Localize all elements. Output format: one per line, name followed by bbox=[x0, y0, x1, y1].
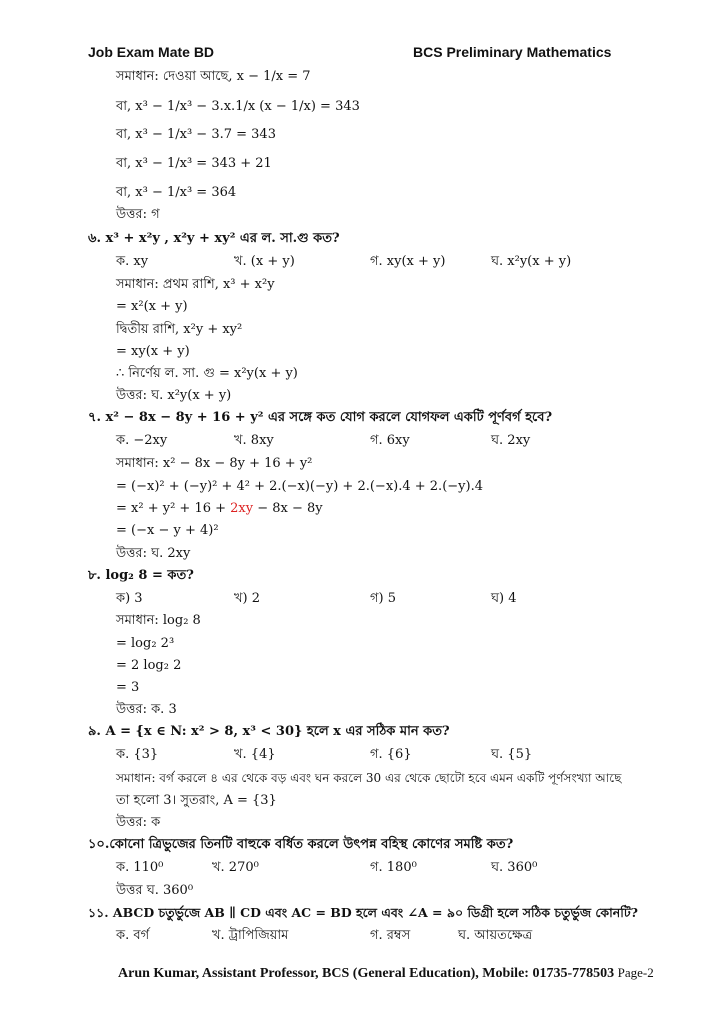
q8-option-d: ঘ) 4 bbox=[491, 591, 517, 606]
q5-solution-line-1: সমাধান: দেওয়া আছে, x − 1/x = 7 bbox=[116, 69, 311, 84]
q11-option-b: খ. ট্রাপিজিয়াম bbox=[212, 928, 289, 943]
q8-option-a: ক) 3 bbox=[116, 591, 143, 606]
q7-solution-line-4: = (−x − y + 4)² bbox=[116, 523, 219, 538]
q7-solution-line-3-end: − 8x − 8y bbox=[253, 501, 323, 516]
q9-solution-line-1: সমাধান: বর্গ করলে ৪ এর থেকে বড় এবং ঘন করলে 30 এর থেকে ছোটো হবে এমন একটি পূর্ণসংখ্যা আছে bbox=[116, 771, 622, 785]
q11-option-a: ক. বর্গ bbox=[116, 928, 150, 943]
page-number: Page-2 bbox=[617, 965, 654, 980]
q7-option-d: ঘ. 2xy bbox=[491, 433, 531, 448]
q6-option-a: ক. xy bbox=[116, 254, 149, 269]
q9-option-b: খ. {4} bbox=[234, 747, 276, 762]
header-left: Job Exam Mate BD bbox=[88, 44, 215, 60]
q9-question: ৯. A = {x ∈ N: x² > 8, x³ < 30} হলে x এর সঠিক মান কত? bbox=[88, 724, 450, 739]
q8-solution-line-2: = log₂ 2³ bbox=[116, 636, 175, 651]
q7-question: ৭. x² − 8x − 8y + 16 + y² এর সঙ্গে কত যোগ করলে যোগফল একটি পূর্ণবর্গ হবে? bbox=[88, 410, 553, 425]
q7-solution-line-1: সমাধান: x² − 8x − 8y + 16 + y² bbox=[116, 456, 313, 471]
q8-option-c: গ) 5 bbox=[370, 591, 396, 606]
q7-highlighted-term: 2xy bbox=[230, 501, 254, 516]
q8-solution-line-3: = 2 log₂ 2 bbox=[116, 658, 182, 673]
q7-solution-line-3 bbox=[116, 500, 323, 518]
q6-answer: উত্তর: ঘ. x²y(x + y) bbox=[116, 388, 232, 403]
q7-solution-line-2: = (−x)² + (−y)² + 4² + 2.(−x)(−y) + 2.(−x).4 + 2.(−y).4 bbox=[116, 479, 483, 494]
q7-option-a: ক. −2xy bbox=[116, 433, 168, 448]
q9-option-d: ঘ. {5} bbox=[491, 747, 533, 762]
q11-option-d: ঘ. আয়তক্ষেত্র bbox=[458, 928, 533, 943]
q10-option-c: গ. 180⁰ bbox=[370, 860, 417, 875]
q6-solution-line-4: = xy(x + y) bbox=[116, 344, 190, 359]
q10-question: ১০.কোনো ত্রিভুজের তিনটি বাহুকে বর্ধিত করলে উৎপন্ন বহিস্থ কোণের সমষ্টি কত? bbox=[88, 837, 514, 852]
q5-answer: উত্তর: গ bbox=[116, 207, 160, 222]
q7-option-b: খ. 8xy bbox=[234, 433, 274, 448]
q9-option-c: গ. {6} bbox=[370, 747, 412, 762]
q11-question: ১১. ABCD চতুর্ভুজে AB ∥ CD এবং AC = BD হলে এবং ∠A = ৯০ ডিগ্রী হলে সঠিক চতুর্ভুজ কোনটি? bbox=[88, 905, 638, 920]
q10-option-d: ঘ. 360⁰ bbox=[491, 860, 538, 875]
q6-option-d: ঘ. x²y(x + y) bbox=[491, 254, 572, 269]
q10-option-a: ক. 110⁰ bbox=[116, 860, 164, 875]
q7-solution-line-3-start: = x² + y² + 16 + bbox=[116, 501, 231, 516]
q7-answer: উত্তর: ঘ. 2xy bbox=[116, 546, 191, 561]
q6-option-b: খ. (x + y) bbox=[234, 254, 295, 269]
q8-option-b: খ) 2 bbox=[234, 591, 261, 606]
q9-answer: উত্তর: ক bbox=[116, 815, 161, 830]
q5-solution-line-5: বা, x³ − 1/x³ = 364 bbox=[116, 185, 237, 200]
q10-answer: উত্তর ঘ. 360⁰ bbox=[116, 883, 194, 898]
q8-solution-line-4: = 3 bbox=[116, 680, 140, 695]
q9-solution-line-2: তা হলো 3। সুতরাং, A = {3} bbox=[116, 793, 277, 808]
q5-solution-line-4: বা, x³ − 1/x³ = 343 + 21 bbox=[116, 156, 272, 171]
q5-solution-line-3: বা, x³ − 1/x³ − 3.7 = 343 bbox=[116, 127, 276, 142]
q8-question: ৮. log₂ 8 = কত? bbox=[88, 568, 194, 583]
header-right: BCS Preliminary Mathematics bbox=[413, 44, 612, 60]
q6-option-c: গ. xy(x + y) bbox=[370, 254, 446, 269]
q6-solution-line-3: দ্বিতীয় রাশি, x²y + xy² bbox=[116, 322, 243, 337]
footer-author-info: Arun Kumar, Assistant Professor, BCS (General Education), Mobile: 01735-778503 bbox=[118, 966, 615, 981]
q5-solution-line-2: বা, x³ − 1/x³ − 3.x.1/x (x − 1/x) = 343 bbox=[116, 99, 360, 114]
q6-solution-line-1: সমাধান: প্রথম রাশি, x³ + x²y bbox=[116, 277, 275, 292]
q9-option-a: ক. {3} bbox=[116, 747, 159, 762]
q10-option-b: খ. 270⁰ bbox=[212, 860, 259, 875]
q7-option-c: গ. 6xy bbox=[370, 433, 410, 448]
q8-answer: উত্তর: ক. 3 bbox=[116, 702, 177, 717]
q6-solution-line-5: ∴ নির্ণেয় ল. সা. গু = x²y(x + y) bbox=[116, 366, 298, 381]
page-footer bbox=[118, 965, 654, 982]
q11-option-c: গ. রম্বস bbox=[370, 928, 411, 943]
q6-solution-line-2: = x²(x + y) bbox=[116, 299, 188, 314]
q6-question: ৬. x³ + x²y , x²y + xy² এর ল. সা.গু কত? bbox=[88, 231, 340, 246]
q8-solution-line-1: সমাধান: log₂ 8 bbox=[116, 613, 201, 628]
